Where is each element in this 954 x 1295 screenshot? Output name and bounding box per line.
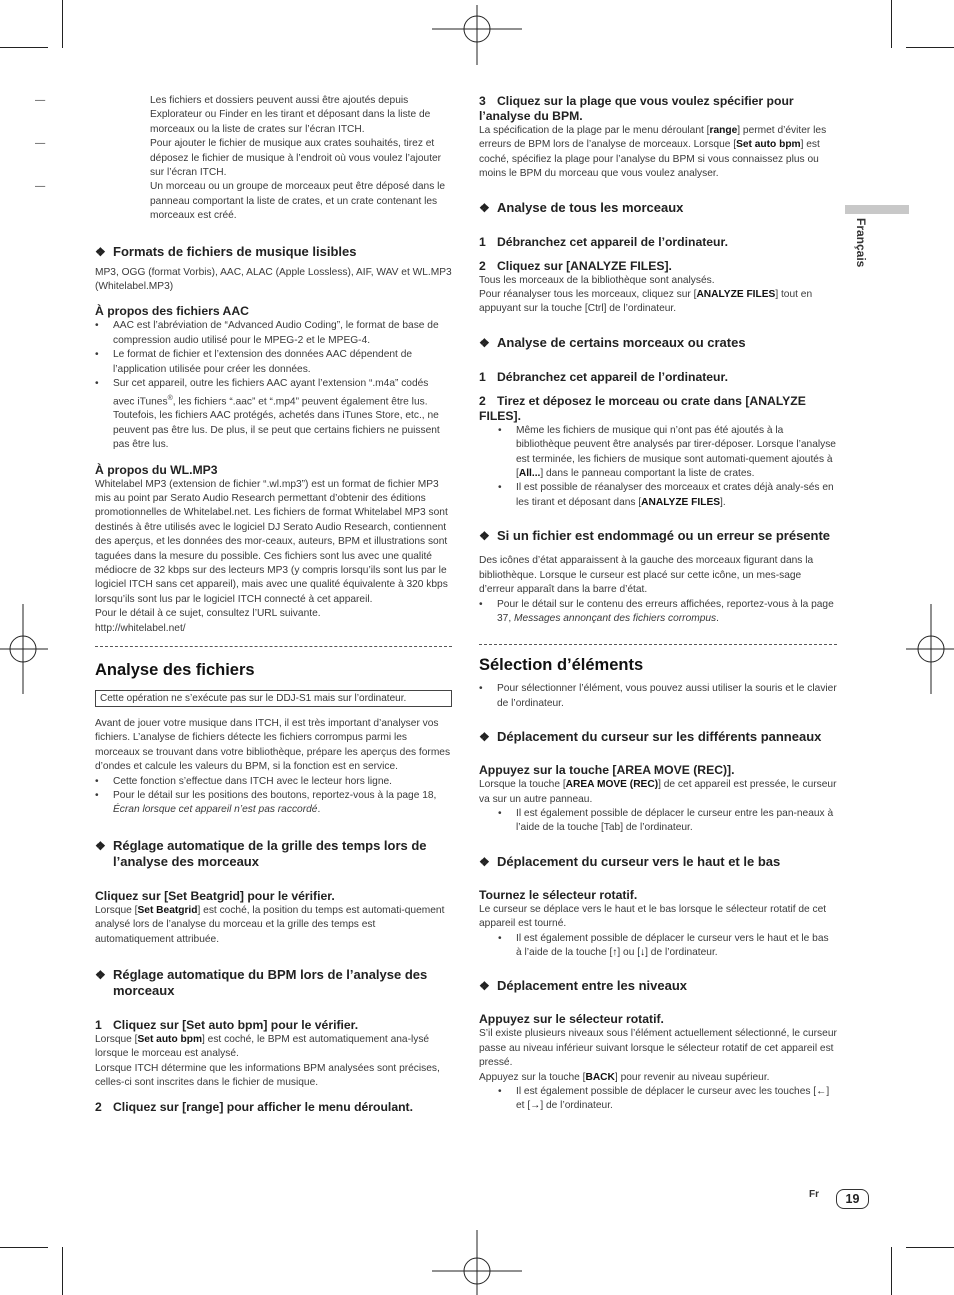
crop-mark <box>0 1247 48 1248</box>
paragraph: Tous les morceaux de la bibliothèque sont analysés. <box>479 274 715 286</box>
diamond-icon: ❖ <box>479 200 490 215</box>
registration-mark-icon <box>432 1230 522 1295</box>
diamond-icon: ❖ <box>479 335 490 350</box>
bullet-list <box>479 682 837 711</box>
text: Appuyez sur la touche [ <box>479 1071 586 1083</box>
step-text: Cliquez sur [range] pour afficher le menu déroulant. <box>113 1099 413 1114</box>
section-heading <box>95 244 452 260</box>
key-label: All... <box>518 468 541 480</box>
text: ] est coché, le BPM est automatiquement ana-lysé lorsque le morceau est analysé. <box>95 1034 430 1060</box>
section-heading <box>479 854 837 870</box>
arrow-right-icon: → <box>530 1100 541 1112</box>
list-item <box>479 481 837 510</box>
language-tab <box>854 218 868 278</box>
bullet-list <box>479 1085 837 1114</box>
step-text: Débranchez cet appareil de l’ordinateur. <box>497 369 728 384</box>
list-item <box>479 598 837 627</box>
arrow-down-icon: ↓ <box>640 946 646 958</box>
text: ] et [ <box>516 1086 830 1112</box>
section-heading-text: Déplacement du curseur sur les différents panneaux <box>497 729 822 745</box>
text: Pour le détail sur le contenu des erreurs affichées, reportez-vous à la page 37, <box>497 598 834 624</box>
registration-mark-icon <box>0 604 48 694</box>
step-number: 2 <box>95 1099 102 1114</box>
footer-language: Fr <box>809 1189 819 1200</box>
right-column <box>479 94 837 1114</box>
url-link[interactable]: http://whitelabel.net/ <box>95 622 186 634</box>
text: Il est possible de réanalyser des morceaux et crates déjà analy-sés en les tirant et déposant dans [ <box>516 482 834 508</box>
bullet-list <box>479 424 837 510</box>
step-number: 2 <box>479 393 486 408</box>
section-heading <box>479 729 837 745</box>
text: ] de l’ordinateur. <box>645 946 718 958</box>
diamond-icon: ❖ <box>95 968 106 983</box>
section-title: Analyse des fichiers <box>95 660 255 679</box>
step-text: Cliquez sur la plage que vous voulez spécifier pour l’analyse du BPM. <box>479 94 794 123</box>
cross-reference: Messages annonçant des fichiers corrompus <box>514 612 717 624</box>
bullet-list <box>95 319 452 452</box>
paragraph: Pour le détail à ce sujet, consultez l’URL suivante. <box>95 608 321 620</box>
step-heading <box>95 1100 452 1115</box>
list-item: • Il est également possible de déplacer le curseur entre les pan-neaux à l’aide de la touche [Tab] de l’ordinateur. <box>479 807 837 836</box>
list-item: — Un morceau ou un groupe de morceaux peut être déposé dans le panneau comportant la liste de crates, et un crate contenant les morceaux est créé. <box>0 180 452 223</box>
subheading: À propos du WL.MP3 <box>95 462 218 477</box>
step-number: 1 <box>95 1018 102 1033</box>
text: Même les fichiers de musique qui n’ont pas été ajoutés à la bibliothèque peuvent être analysés par tirer-déposer. Lorsque l’analyse est terminée, les fichiers de musique sont automati-quement ajoutés à [ <box>516 424 836 480</box>
text: ] pour revenir au niveau supérieur. <box>614 1071 770 1083</box>
diamond-icon: ❖ <box>95 838 106 853</box>
section-heading-text: Réglage automatique de la grille des temps lors de l’analyse des morceaux <box>113 837 427 869</box>
subheading: Cliquez sur [Set Beatgrid] pour le vérifier. <box>95 888 335 903</box>
left-column <box>95 94 452 1115</box>
subheading: Appuyez sur le sélecteur rotatif. <box>479 1012 664 1027</box>
section-heading <box>479 335 837 351</box>
text: Pour réanalyser tous les morceaux, cliquez sur [ <box>479 289 697 301</box>
step-text: Cliquez sur [Set auto bpm] pour le vérifier. <box>113 1018 359 1033</box>
text: Pour le détail sur les positions des boutons, reportez-vous à la page 18, <box>113 790 437 802</box>
text: ] est coché, la position du temps est automati-quement analysé lors de l’analyse du morceau et la grille des temps est automatiquement attribuée. <box>95 904 445 945</box>
arrow-left-icon: ← <box>816 1086 827 1097</box>
paragraph: S’il existe plusieurs niveaux sous l’élément actuellement sélectionné, le curseur passe au niveau inférieur suivant lorsque le sélecteur rotatif de cet appareil est pressé. <box>479 1028 837 1069</box>
key-label: ANALYZE FILES <box>696 289 776 301</box>
crop-mark <box>62 1247 63 1295</box>
text: ] permet d’éviter les erreurs de BPM lors de l’analyse de morceaux. Lorsque [ <box>479 125 827 151</box>
text: ] dans le panneau comportant la liste de crates. <box>540 468 755 480</box>
text: , les fichiers “.aac” et “.mp4” peuvent également être lus. Toutefois, les fichiers AAC protégés, achetés dans iTunes Store, etc., ne peuvent pas être lus. De plus, il se peut que certains fichiers ne puissent pas être lus. <box>113 395 440 451</box>
text: La spécification de la plage par le menu déroulant [ <box>479 125 710 136</box>
step-heading <box>95 1018 452 1033</box>
step-heading <box>479 370 837 385</box>
paragraph <box>479 778 837 807</box>
bullet-list <box>479 807 837 836</box>
paragraph: Whitelabel MP3 (extension de fichier “.wl.mp3”) est un format de fichier MP3 mis au point par Serato Audio Research permettant d’obtenir des éditions promotionnelles de Whitelabel.net. Les fichiers de format Whitelabel MP3 sont destinés à être utilisés avec le logiciel DJ Serato Audio Research, contiennent des aperçus, et les données des mor-ceaux, auteurs, BPM et illustrations sont taguées dans la mesure du possible. Ces fichiers sont lus avec une qualité médiocre de 32 kbps sur des lecteurs MP3 (y compris lorsqu’ils sont lus par le logiciel ITCH sans cet appareil), mais avec une qualité équivalente à 320 kbps lorsqu’ils sont lus par le logiciel ITCH connecté à cet appareil. <box>95 478 448 605</box>
step-text: Cliquez sur [ANALYZE FILES]. <box>497 258 672 273</box>
section-heading <box>479 200 837 216</box>
section-heading-text: Déplacement entre les niveaux <box>497 978 688 994</box>
section-heading-text: Réglage automatique du BPM lors de l’analyse des morceaux <box>113 967 428 999</box>
text: Il est également possible de déplacer le curseur vers le haut et le bas à l’aide de la touche [ <box>516 932 829 958</box>
text: Lorsque [ <box>95 904 138 916</box>
diamond-icon: ❖ <box>479 730 490 745</box>
step-heading <box>479 94 837 124</box>
dash-list <box>0 94 452 224</box>
crop-mark <box>891 1247 892 1295</box>
key-label: range <box>709 125 738 136</box>
list-item <box>479 424 837 482</box>
language-tab-bar <box>845 205 909 214</box>
paragraph <box>479 1071 837 1085</box>
paragraph <box>95 1033 452 1062</box>
bullet-list <box>479 932 837 961</box>
list-item: • AAC est l’abréviation de “Advanced Audio Coding”, le format de base de compression audio utilisé pour le MPEG-2 et le MPEG-4. <box>95 319 452 348</box>
paragraph: Avant de jouer votre musique dans ITCH, il est très important d’analyser vos fichiers. L’analyse de fichiers détecte les fichiers corrompus parmi les morceaux se trouvant dans votre bibliothèque, prépare les aperçus des formes d’ondes et calcule les valeurs du BPM, si la fonction est en service. <box>95 717 451 773</box>
list-item: — Pour ajouter le fichier de musique aux crates souhaités, tirez et déposez le fichier de musique à l’endroit où vous voulez l’ajouter sur l’écran ITCH. <box>0 137 452 180</box>
step-number: 2 <box>479 258 486 273</box>
section-heading-text: Formats de fichiers de musique lisibles <box>113 243 357 259</box>
registration-mark-icon <box>432 5 522 65</box>
paragraph <box>95 904 452 947</box>
text: Lorsque la touche [ <box>479 779 566 791</box>
diamond-icon: ❖ <box>479 979 490 994</box>
text: ] de l’ordinateur. <box>540 1100 613 1112</box>
section-heading-text: Si un fichier est endommagé ou un erreur se présente <box>497 528 831 544</box>
list-item <box>95 789 452 818</box>
step-heading <box>479 235 837 250</box>
paragraph: Le curseur se déplace vers le haut et le bas lorsque le sélecteur rotatif de cet appareil est tourné. <box>479 903 827 930</box>
registration-mark-icon <box>906 604 954 694</box>
section-heading <box>95 838 452 870</box>
section-title: Sélection d’éléments <box>479 656 644 675</box>
diamond-icon: ❖ <box>95 244 106 259</box>
arrow-up-icon: ↑ <box>612 946 618 958</box>
crop-mark <box>906 1247 954 1248</box>
bullet-list <box>479 598 837 627</box>
key-label: Set auto bpm <box>137 1034 203 1046</box>
list-item <box>95 377 452 452</box>
key-label: ANALYZE FILES <box>641 496 721 508</box>
key-label: Set auto bpm <box>736 139 801 151</box>
text: ] tout en appuyant sur la touche [Ctrl] de l’ordinateur. <box>479 289 813 315</box>
paragraph: MP3, OGG (format Vorbis), AAC, ALAC (Apple Lossless), AIF, WAV et WL.MP3 (Whitelabel.MP3) <box>95 266 452 293</box>
step-number: 1 <box>479 234 486 249</box>
step-number: 3 <box>479 94 486 108</box>
page-number: 19 <box>836 1189 869 1209</box>
text: Il est également possible de déplacer le curseur avec les touches [ <box>516 1086 817 1097</box>
language-tab-label: Français <box>854 218 868 268</box>
note-box: Cette opération ne s’exécute pas sur le DDJ-S1 mais sur l’ordinateur. <box>95 690 452 707</box>
step-text: Débranchez cet appareil de l’ordinateur. <box>497 234 728 249</box>
key-label: Set Beatgrid <box>137 904 198 916</box>
subheading: À propos des fichiers AAC <box>95 304 249 319</box>
key-label: BACK <box>585 1071 615 1083</box>
list-item: • Cette fonction s’effectue dans ITCH avec le lecteur hors ligne. <box>95 775 452 789</box>
diamond-icon: ❖ <box>479 529 490 544</box>
step-heading <box>479 259 837 274</box>
list-item: — Les fichiers et dossiers peuvent aussi être ajoutés depuis Explorateur ou Finder en les tirant et déposant dans la liste de morceaux ou la liste de crates sur l’écran ITCH. <box>0 94 452 137</box>
list-item <box>479 932 837 961</box>
subheading: Appuyez sur la touche [AREA MOVE (REC)]. <box>479 763 735 778</box>
text: ]. <box>720 496 726 508</box>
crop-mark <box>906 47 954 48</box>
text: Lorsque [ <box>95 1034 138 1046</box>
section-heading <box>95 967 452 999</box>
list-item: • Pour sélectionner l’élément, vous pouvez aussi utiliser la souris et le clavier de l’ordinateur. <box>479 682 837 711</box>
text: Sur cet appareil, outre les fichiers AAC ayant l’extension “.m4a” codés avec iTunes <box>113 378 429 407</box>
section-heading-text: Analyse de certains morceaux ou crates <box>497 334 746 350</box>
section-heading-text: Déplacement du curseur vers le haut et le bas <box>497 853 781 869</box>
text: ] est coché, spécifiez la plage pour l’analyse du BPM si vous connaissez plus ou moins le BPM du morceau que vous voulez analyser. <box>479 139 820 180</box>
text: . <box>317 804 321 816</box>
step-text: Tirez et déposez le morceau ou crate dans [ANALYZE FILES]. <box>479 393 806 423</box>
text: ] ou [ <box>617 946 641 958</box>
section-heading <box>479 978 837 994</box>
key-label: AREA MOVE (REC) <box>565 779 659 791</box>
crop-mark <box>62 0 63 48</box>
list-item <box>479 1085 837 1114</box>
step-heading <box>479 394 837 424</box>
crop-mark <box>0 47 48 48</box>
paragraph <box>479 124 837 182</box>
paragraph <box>479 288 837 317</box>
crop-mark <box>891 0 892 48</box>
cross-reference: Écran lorsque cet appareil n’est pas raccordé <box>113 804 318 816</box>
text: ] de cet appareil est pressée, le curseur va sur un autre panneau. <box>479 779 837 805</box>
subheading: Tournez le sélecteur rotatif. <box>479 887 638 902</box>
registered-mark: ® <box>167 394 173 402</box>
bullet-list <box>95 775 452 818</box>
section-heading <box>479 528 837 544</box>
paragraph: Lorsque ITCH détermine que les informations BPM analysées sont précises, celles-ci sont inscrites dans le fichier de musique. <box>95 1062 440 1089</box>
section-heading-text: Analyse de tous les morceaux <box>497 199 684 215</box>
list-item: • Le format de fichier et l’extension des données AAC dépendent de l’application utilisée pour créer les données. <box>95 348 452 377</box>
text: . <box>716 612 719 624</box>
paragraph: Des icônes d’état apparaissent à la gauche des morceaux figurant dans la bibliothèque. Lorsque le curseur est placé sur cette icône, un mes-sage d’erreur apparaît dans la barre d’état. <box>479 555 814 596</box>
diamond-icon: ❖ <box>479 854 490 869</box>
step-number: 1 <box>479 369 486 384</box>
